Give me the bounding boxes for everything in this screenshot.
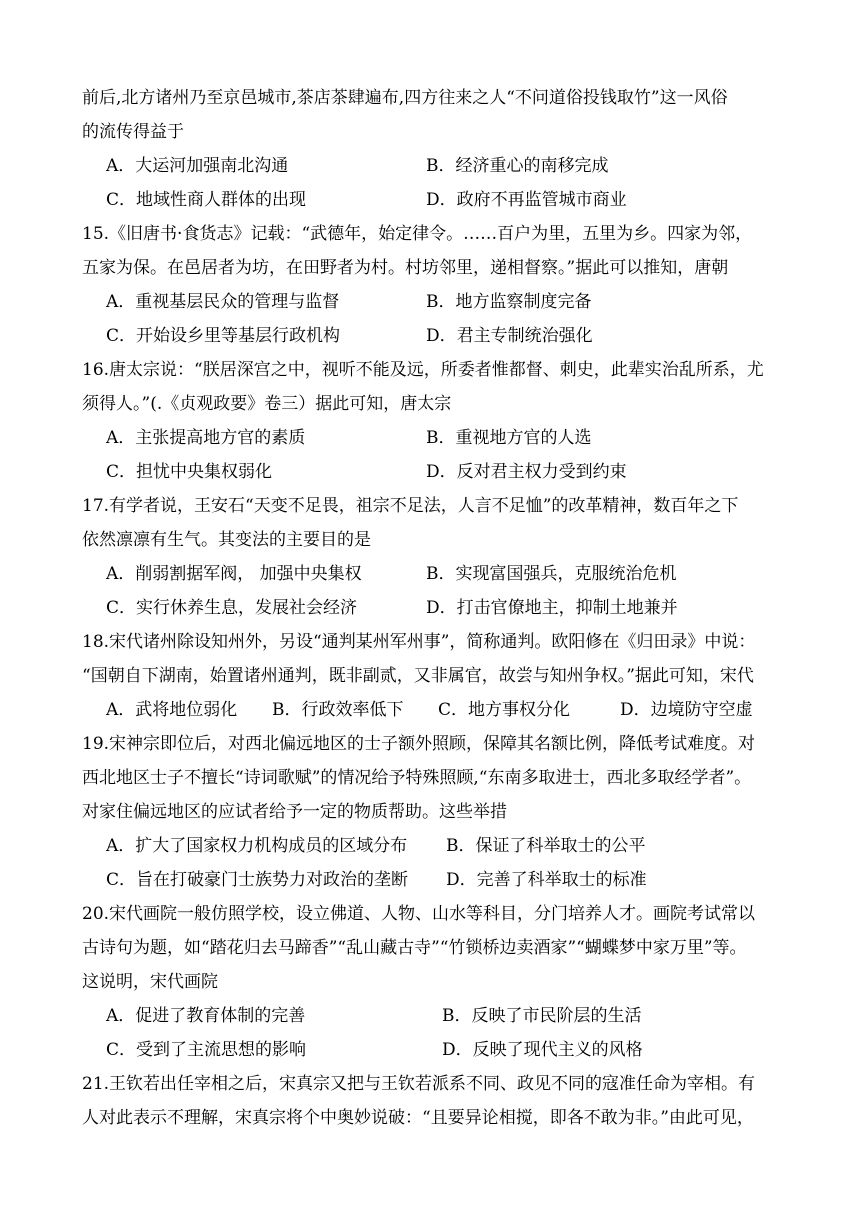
q17-option-c: C．实行休养生息，发展社会经济	[106, 598, 358, 618]
q15-option-b: B．地方监察制度完备	[426, 292, 592, 312]
q18-option-a: A．武将地位弱化	[106, 700, 238, 720]
q20-option-c: C．受到了主流思想的影响	[106, 1040, 307, 1060]
q20-stem-line2: 古诗句为题，如“踏花归去马蹄香”“乱山藏古寺”“竹锁桥边卖酒家”“蝴蝶梦中家万里”等。	[82, 938, 747, 958]
q15-stem-line1: 15.《旧唐书·食货志》记载：“武德年，始定律令。……百户为里，五里为乡。四家为邻，	[82, 224, 753, 244]
q20-option-a: A．促进了教育体制的完善	[106, 1006, 306, 1026]
q19-stem-line2: 西北地区士子不擅长“诗词歌赋”的情况给予特殊照顾,“东南多取进士，西北多取经学者”。	[82, 768, 752, 788]
q18-stem-line1: 18.宋代诸州除设知州外，另设“通判某州军州事”，简称通判。欧阳修在《归田录》中说：	[82, 632, 756, 652]
q19-stem-line3: 对家住偏远地区的应试者给予一定的物质帮助。这些举措	[82, 802, 507, 822]
q16-option-a: A．主张提高地方官的素质	[106, 428, 306, 448]
q21-stem-line2: 人对此表示不理解，宋真宗将个中奥妙说破：“且要异论相搅，即各不敢为非。”由此可见，	[82, 1108, 754, 1128]
q14-option-a: A．大运河加强南北沟通	[106, 156, 289, 176]
q20-option-d: D．反映了现代主义的风格	[442, 1040, 643, 1060]
q16-option-d: D．反对君主权力受到约束	[426, 462, 627, 482]
q14-stem-line1: 前后,北方诸州乃至京邑城市,茶店茶肆遍布,四方往来之人“不问道俗投钱取竹”这一风俗	[82, 88, 728, 108]
q17-option-d: D．打击官僚地主，抑制土地兼并	[426, 598, 678, 618]
q20-stem-line1: 20.宋代画院一般仿照学校，设立佛道、人物、山水等科目，分门培养人才。画院考试常以	[82, 904, 756, 924]
q16-stem-line2: 须得人。”(.《贞观政要》卷三）据此可知，唐太宗	[82, 394, 452, 414]
q14-option-b: B．经济重心的南移完成	[426, 156, 609, 176]
q17-option-a: A．削弱割据军阀， 加强中央集权	[106, 564, 362, 584]
q20-option-b: B．反映了市民阶层的生活	[442, 1006, 642, 1026]
q19-option-b: B．保证了科举取士的公平	[446, 836, 646, 856]
q19-option-c: C．旨在打破豪门士族势力对政治的垄断	[106, 870, 409, 890]
q14-option-d: D．政府不再监管城市商业	[426, 190, 627, 210]
q14-option-c: C．地域性商人群体的出现	[106, 190, 307, 210]
q19-stem-line1: 19.宋神宗即位后，对西北偏远地区的士子额外照顾，保障其名额比例，降低考试难度。对	[82, 734, 756, 754]
q15-stem-line2: 五家为保。在邑居者为坊，在田野者为村。村坊邻里，递相督察。”据此可以推知，唐朝	[82, 258, 729, 278]
q15-option-d: D．君主专制统治强化	[426, 326, 593, 346]
q20-stem-line3: 这说明，宋代画院	[82, 972, 218, 992]
q18-stem-line2: “国朝自下湖南，始置诸州通判，既非副贰，又非属官，故尝与知州争权。”据此可知，宋代	[82, 666, 754, 686]
q15-option-a: A．重视基层民众的管理与监督	[106, 292, 340, 312]
q18-option-c: C．地方事权分化	[438, 700, 571, 720]
q18-option-d: D．边境防守空虚	[620, 700, 753, 720]
q21-stem-line1: 21.王钦若出任宰相之后，宋真宗又把与王钦若派系不同、政见不同的寇准任命为宰相。有	[82, 1074, 756, 1094]
q16-option-b: B．重视地方官的人选	[426, 428, 592, 448]
q19-option-d: D．完善了科举取士的标准	[446, 870, 647, 890]
q16-stem-line1: 16.唐太宗说：“朕居深宫之中，视听不能及远，所委者惟都督、刺史，此辈实治乱所系，尤	[82, 360, 764, 380]
q16-option-c: C．担忧中央集权弱化	[106, 462, 273, 482]
q17-stem-line1: 17.有学者说，王安石“天变不足畏，祖宗不足法，人言不足恤”的改革精神，数百年之下	[82, 496, 739, 516]
q14-stem-line2: 的流传得益于	[82, 122, 184, 142]
q17-option-b: B．实现富国强兵，克服统治危机	[426, 564, 677, 584]
q19-option-a: A．扩大了国家权力机构成员的区域分布	[106, 836, 408, 856]
q17-stem-line2: 依然凛凛有生气。其变法的主要目的是	[82, 530, 371, 550]
q18-option-b: B．行政效率低下	[272, 700, 404, 720]
q15-option-c: C．开始设乡里等基层行政机构	[106, 326, 341, 346]
